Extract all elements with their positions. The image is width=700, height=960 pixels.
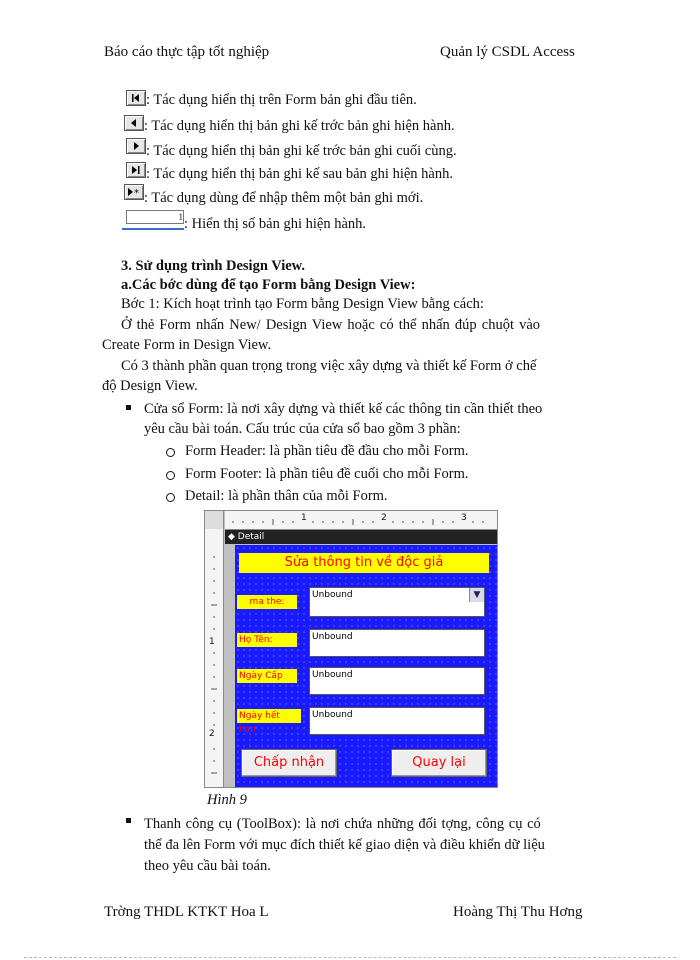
nav-desc-first: : Tác dụng hiển thị trên Form bản ghi đầu tiên.	[146, 92, 417, 108]
sub-item-detail: Detail: là phần thân của mỗi Form.	[185, 488, 388, 504]
bullet-2-line-3: theo yêu cầu bài toán.	[144, 858, 271, 874]
combo-ma-the-value: Unbound	[312, 590, 353, 600]
ruler-mark-3: 3	[461, 513, 467, 523]
combo-ma-the[interactable]	[309, 587, 485, 617]
record-number-underline	[122, 228, 184, 230]
paragraph-2-line-2: độ Design View.	[102, 378, 198, 394]
back-button[interactable]: Quay lại	[391, 749, 487, 777]
sub-item-form-header: Form Header: là phần tiêu đề đầu cho mỗi Form.	[185, 443, 469, 459]
form-title-label[interactable]: Sửa thông tin về độc giả	[239, 553, 489, 573]
bullet-icon	[126, 818, 131, 823]
textbox-ho-ten[interactable]	[309, 629, 485, 657]
circle-bullet-icon	[166, 493, 175, 502]
detail-section-bar[interactable]	[225, 530, 497, 544]
bullet-2-line-2: thể đa lên Form với mục đích thiết kế giao diện và điều khiển dữ liệu	[144, 837, 545, 853]
label-ho-ten[interactable]: Họ Tên:	[237, 633, 297, 647]
bullet-1-line-2: yêu cầu bài toán. Cấu trúc của cửa sổ bao gồm 3 phần:	[144, 421, 461, 437]
page-bottom-divider	[24, 957, 676, 958]
label-ngay-het-han[interactable]: Ngày hết hạn	[237, 709, 301, 723]
textbox-ho-ten-value: Unbound	[312, 632, 353, 642]
paragraph-2-line-1: Có 3 thành phần quan trọng trong việc xây dựng và thiết kế Form ở chế	[121, 358, 537, 374]
textbox-ngay-cap-value: Unbound	[312, 670, 353, 680]
form-detail-canvas[interactable]	[235, 545, 497, 787]
record-number-desc: : Hiển thị số bản ghi hiện hành.	[184, 216, 367, 232]
left-ruler-mark-2: 2	[209, 729, 215, 739]
vertical-ruler	[205, 529, 224, 787]
last-record-icon	[126, 162, 146, 178]
paragraph-1-line-2: Create Form in Design View.	[102, 337, 272, 353]
next-record-icon	[126, 138, 146, 154]
bullet-2-line-1: Thanh công cụ (ToolBox): là nơi chứa những đối tợng, công cụ có	[144, 816, 541, 832]
bullet-icon	[126, 405, 131, 410]
horizontal-ruler	[225, 511, 497, 530]
step-1: Bớc 1: Kích hoạt trình tạo Form bằng Design View bằng cách:	[121, 296, 484, 312]
textbox-ngay-het-han-value: Unbound	[312, 710, 353, 720]
page-header-right: Quản lý CSDL Access	[440, 44, 575, 60]
detail-section-label: Detail	[237, 532, 265, 542]
previous-record-icon	[124, 115, 144, 131]
record-number-box: 1	[126, 210, 184, 224]
first-record-icon	[126, 90, 146, 106]
page-footer-left: Trờng THDL KTKT Hoa L	[104, 904, 269, 920]
circle-bullet-icon	[166, 471, 175, 480]
nav-desc-previous: : Tác dụng hiển thị bản ghi kế trớc bản ghi hiện hành.	[144, 118, 455, 134]
svg-text:*: *	[134, 188, 139, 199]
nav-desc-last: : Tác dụng hiển thị bản ghi kế sau bản ghi hiện hành.	[146, 166, 453, 182]
new-record-icon	[124, 184, 144, 200]
accept-button[interactable]: Chấp nhận	[241, 749, 337, 777]
ruler-mark-1: 1	[301, 513, 307, 523]
label-ma-the[interactable]: ma the:	[237, 595, 297, 609]
circle-bullet-icon	[166, 448, 175, 457]
section-arrow-icon: ◆	[228, 532, 235, 542]
form-design-window	[204, 510, 498, 788]
textbox-ngay-cap[interactable]	[309, 667, 485, 695]
page-header-left: Báo cáo thực tập tốt nghiệp	[104, 44, 270, 60]
section-title: 3. Sử dụng trình Design View.	[121, 258, 305, 274]
textbox-ngay-het-han[interactable]	[309, 707, 485, 735]
bullet-1-line-1: Cửa sổ Form: là nơi xây dựng và thiết kế các thông tin cần thiết theo	[144, 401, 543, 417]
ruler-corner	[205, 511, 224, 530]
chevron-down-icon[interactable]: ▼	[469, 588, 484, 602]
ruler-mark-2: 2	[381, 513, 387, 523]
figure-caption: Hình 9	[207, 792, 247, 808]
label-ngay-cap[interactable]: Ngày Cấp	[237, 669, 297, 683]
nav-desc-new: : Tác dụng dùng để nhập thêm một bản ghi mới.	[144, 190, 424, 206]
page-footer-right: Hoàng Thị Thu Hơng	[453, 904, 583, 920]
sub-item-form-footer: Form Footer: là phần tiêu đề cuối cho mỗi Form.	[185, 466, 469, 482]
left-ruler-mark-1: 1	[209, 637, 215, 647]
nav-desc-next: : Tác dụng hiển thị bản ghi kế trớc bản ghi cuối cùng.	[146, 143, 457, 159]
paragraph-1-line-1: Ở thẻ Form nhấn New/ Design View hoặc có thể nhấn đúp chuột vào	[121, 317, 541, 333]
subsection-title: a.Các bớc dùng để tạo Form bằng Design View:	[121, 277, 416, 293]
